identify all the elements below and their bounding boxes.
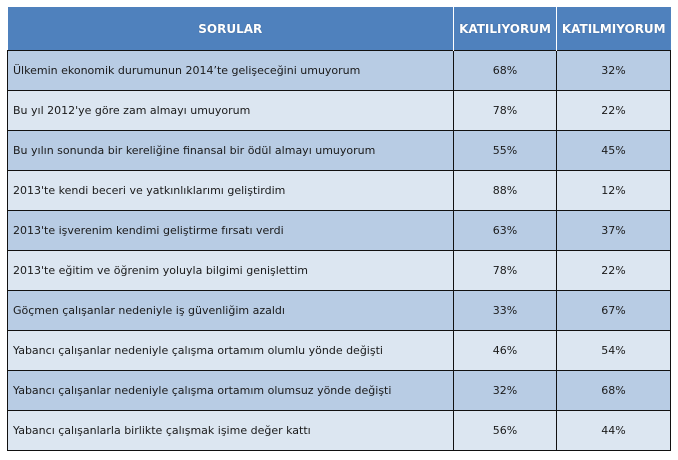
question-cell: Göçmen çalışanlar nedeniyle iş güvenliğim azaldı bbox=[8, 291, 454, 331]
question-cell: Bu yıl 2012'ye göre zam almayı umuyorum bbox=[8, 91, 454, 131]
table-header bbox=[8, 7, 671, 51]
disagree-cell: 45% bbox=[557, 131, 671, 171]
header-agree: KATILIYORUM bbox=[454, 7, 557, 51]
disagree-cell: 22% bbox=[557, 251, 671, 291]
survey-table bbox=[7, 7, 671, 451]
table-row bbox=[8, 371, 671, 411]
question-cell: 2013'te işverenim kendimi geliştirme fırsatı verdi bbox=[8, 211, 454, 251]
table-row bbox=[8, 251, 671, 291]
table-row bbox=[8, 171, 671, 211]
table-row bbox=[8, 411, 671, 451]
disagree-cell: 68% bbox=[557, 371, 671, 411]
agree-cell: 32% bbox=[454, 371, 557, 411]
table-row bbox=[8, 91, 671, 131]
agree-cell: 56% bbox=[454, 411, 557, 451]
agree-cell: 68% bbox=[454, 51, 557, 91]
question-cell: Yabancı çalışanlarla birlikte çalışmak işime değer kattı bbox=[8, 411, 454, 451]
disagree-cell: 12% bbox=[557, 171, 671, 211]
disagree-cell: 44% bbox=[557, 411, 671, 451]
disagree-cell: 54% bbox=[557, 331, 671, 371]
question-cell: Yabancı çalışanlar nedeniyle çalışma ortamım olumsuz yönde değişti bbox=[8, 371, 454, 411]
header-questions: SORULAR bbox=[8, 7, 454, 51]
agree-cell: 46% bbox=[454, 331, 557, 371]
table-row bbox=[8, 331, 671, 371]
agree-cell: 78% bbox=[454, 91, 557, 131]
disagree-cell: 22% bbox=[557, 91, 671, 131]
agree-cell: 63% bbox=[454, 211, 557, 251]
disagree-cell: 37% bbox=[557, 211, 671, 251]
question-cell: 2013'te kendi beceri ve yatkınlıklarımı geliştirdim bbox=[8, 171, 454, 211]
question-cell: Ülkemin ekonomik durumunun 2014’te gelişeceğini umuyorum bbox=[8, 51, 454, 91]
table-body bbox=[8, 51, 671, 451]
table-row bbox=[8, 51, 671, 91]
question-cell: Bu yılın sonunda bir kereliğine finansal bir ödül almayı umuyorum bbox=[8, 131, 454, 171]
disagree-cell: 32% bbox=[557, 51, 671, 91]
table-row bbox=[8, 291, 671, 331]
question-cell: Yabancı çalışanlar nedeniyle çalışma ortamım olumlu yönde değişti bbox=[8, 331, 454, 371]
table-row bbox=[8, 211, 671, 251]
agree-cell: 78% bbox=[454, 251, 557, 291]
question-cell: 2013'te eğitim ve öğrenim yoluyla bilgimi genişlettim bbox=[8, 251, 454, 291]
agree-cell: 55% bbox=[454, 131, 557, 171]
header-disagree: KATILMIYORUM bbox=[557, 7, 671, 51]
table-row bbox=[8, 131, 671, 171]
disagree-cell: 67% bbox=[557, 291, 671, 331]
agree-cell: 88% bbox=[454, 171, 557, 211]
agree-cell: 33% bbox=[454, 291, 557, 331]
header-row bbox=[8, 7, 671, 51]
